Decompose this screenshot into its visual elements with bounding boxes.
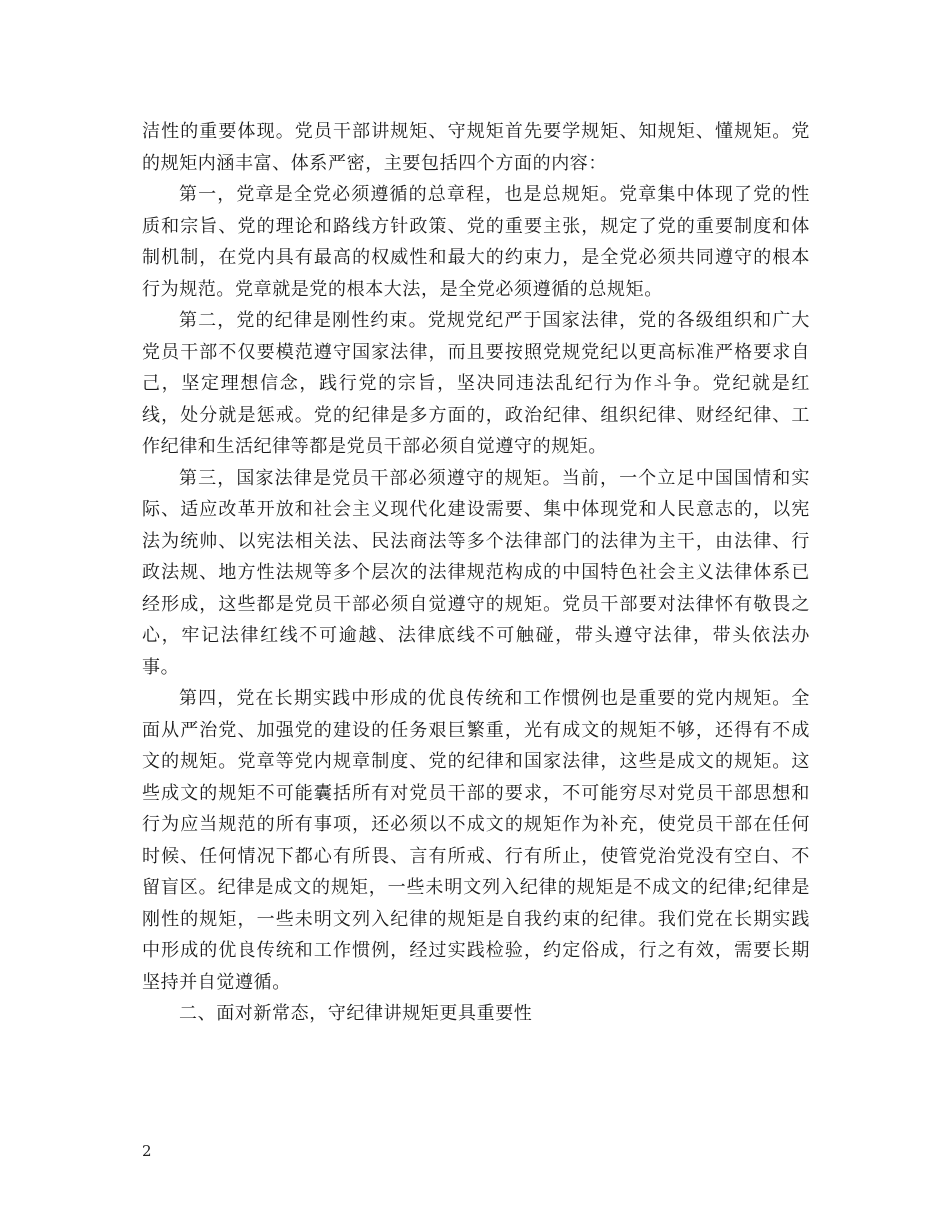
paragraph-fourth-point: 第四，党在长期实践中形成的优良传统和工作惯例也是重要的党内规矩。全面从严治党、加强党的建设的任务艰巨繁重，光有成文的规矩不够，还得有不成文的规矩。党章等党内规章制度、党的纪律和国家法律，这些是成文的规矩。这些成文的规矩不可能囊括所有对党员干部的要求，不可能穷尽对党员干部思想和行为应当规范的所有事项，还必须以不成文的规矩作为补充，使党员干部在任何时候、任何情况下都心有所畏、言有所戒、行有所止，使管党治党没有空白、不留盲区。纪律是成文的规矩，一些未明文列入纪律的规矩是不成文的纪律;纪律是刚性的规矩，一些未明文列入纪律的规矩是自我约束的纪律。我们党在长期实践中形成的优良传统和工作惯例，经过实践检验，约定俗成，行之有效，需要长期坚持并自觉遵循。 bbox=[142, 688, 810, 993]
page-number: 2 bbox=[142, 1142, 152, 1160]
section-heading: 二、面对新常态，守纪律讲规矩更具重要性 bbox=[179, 1003, 533, 1024]
paragraph-second-point: 第二，党的纪律是刚性约束。党规党纪严于国家法律，党的各级组织和广大党员干部不仅要模范遵守国家法律，而且要按照党规党纪以更高标准严格要求自己，坚定理想信念，践行党的宗旨，坚决同违法乱纪行为作斗争。党纪就是红线，处分就是惩戒。党的纪律是多方面的，政治纪律、组织纪律、财经纪律、工作纪律和生活纪律等都是党员干部必须自觉遵守的规矩。 bbox=[142, 310, 810, 457]
paragraph-intro: 洁性的重要体现。党员干部讲规矩、守规矩首先要学规矩、知规矩、懂规矩。党的规矩内涵丰富、体系严密，主要包括四个方面的内容： bbox=[142, 121, 810, 174]
document-body bbox=[142, 116, 810, 1030]
paragraph-first-point: 第一，党章是全党必须遵循的总章程，也是总规矩。党章集中体现了党的性质和宗旨、党的理论和路线方针政策、党的重要主张，规定了党的重要制度和体制机制，在党内具有最高的权威性和最大的约束力，是全党必须共同遵守的根本行为规范。党章就是党的根本大法，是全党必须遵循的总规矩。 bbox=[142, 184, 810, 300]
paragraph-third-point: 第三，国家法律是党员干部必须遵守的规矩。当前，一个立足中国国情和实际、适应改革开放和社会主义现代化建设需要、集中体现党和人民意志的，以宪法为统帅、以宪法相关法、民法商法等多个法律部门的法律为主干，由法律、行政法规、地方性法规等多个层次的法律规范构成的中国特色社会主义法律体系已经形成，这些都是党员干部必须自觉遵守的规矩。党员干部要对法律怀有敬畏之心，牢记法律红线不可逾越、法律底线不可触碰，带头遵守法律，带头依法办事。 bbox=[142, 467, 810, 678]
